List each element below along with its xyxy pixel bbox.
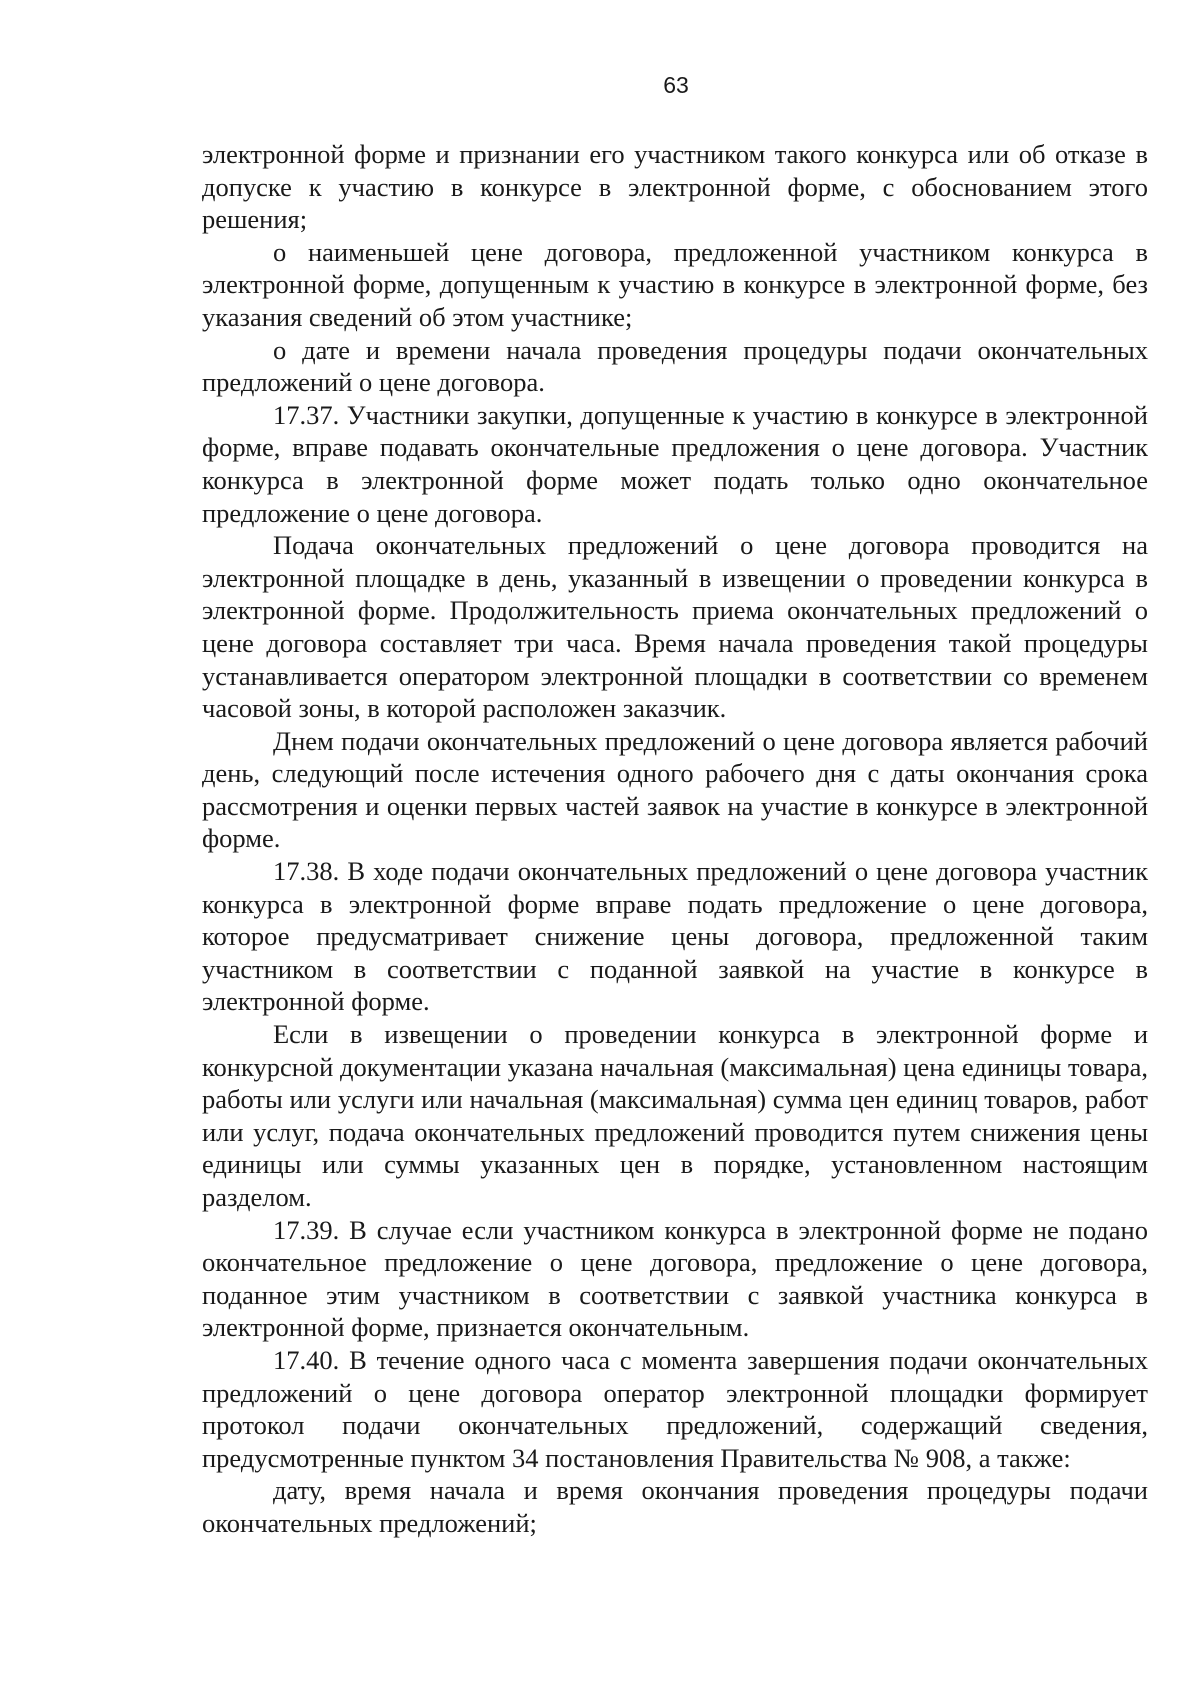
paragraph: Если в извещении о проведении конкурса в электронной форме и конкурсной документации указана начальная (максимальная) цена единицы товара, работы или услуги или начальная (максимальная) сумма цен единиц товаров, работ или услуг, подача окончательных предложений проводится путем снижения цены единицы или суммы указанных цен в порядке, установленном настоящим разделом. <box>202 1019 1148 1212</box>
paragraph-continuation: электронной форме и признании его участником такого конкурса или об отказе в допуске к участию в конкурсе в электронной форме, с обоснованием этого решения; <box>202 139 1148 235</box>
paragraph: о наименьшей цене договора, предложенной участником конкурса в электронной форме, допущенным к участию в конкурсе в электронной форме, без указания сведений об этом участнике; <box>202 236 1148 332</box>
paragraph: Подача окончательных предложений о цене договора проводится на электронной площадке в день, указанный в извещении о проведении конкурса в электронной форме. Продолжительность приема окончательных предложений о цене договора составляет три часа. Время начала проведения такой процедуры устанавливается оператором электронной площадки в соответствии со временем часовой зоны, в которой расположен заказчик. <box>202 530 1148 724</box>
document-body <box>202 138 1148 1540</box>
paragraph: Днем подачи окончательных предложений о цене договора является рабочий день, следующий после истечения одного рабочего дня с даты окончания срока рассмотрения и оценки первых частей заявок на участие в конкурсе в электронной форме. <box>202 725 1148 854</box>
paragraph-17-37: 17.37. Участники закупки, допущенные к участию в конкурсе в электронной форме, вправе подавать окончательные предложения о цене договора. Участник конкурса в электронной форме может подать только одно окончательное предложение о цене договора. <box>202 399 1148 528</box>
paragraph: дату, время начала и время окончания проведения процедуры подачи окончательных предложений; <box>202 1475 1148 1538</box>
paragraph: о дате и времени начала проведения процедуры подачи окончательных предложений о цене договора. <box>202 334 1148 398</box>
paragraph-17-39: 17.39. В случае если участником конкурса в электронной форме не подано окончательное предложение о цене договора, предложение о цене договора, поданное этим участником в соответствии с заявкой участника конкурса в электронной форме, признается окончательным. <box>202 1214 1148 1343</box>
page-number: 63 <box>663 72 689 98</box>
paragraph-17-38: 17.38. В ходе подачи окончательных предложений о цене договора участник конкурса в электронной форме вправе подать предложение о цене договора, которое предусматривает снижение цены договора, предложенной таким участником в соответствии с поданной заявкой на участие в конкурсе в электронной форме. <box>202 856 1148 1017</box>
paragraph-17-40: 17.40. В течение одного часа с момента завершения подачи окончательных предложений о цене договора оператор электронной площадки формирует протокол подачи окончательных предложений, содержащий сведения, предусмотренные пунктом 34 постановления Правительства № 908, а также: <box>202 1344 1148 1473</box>
